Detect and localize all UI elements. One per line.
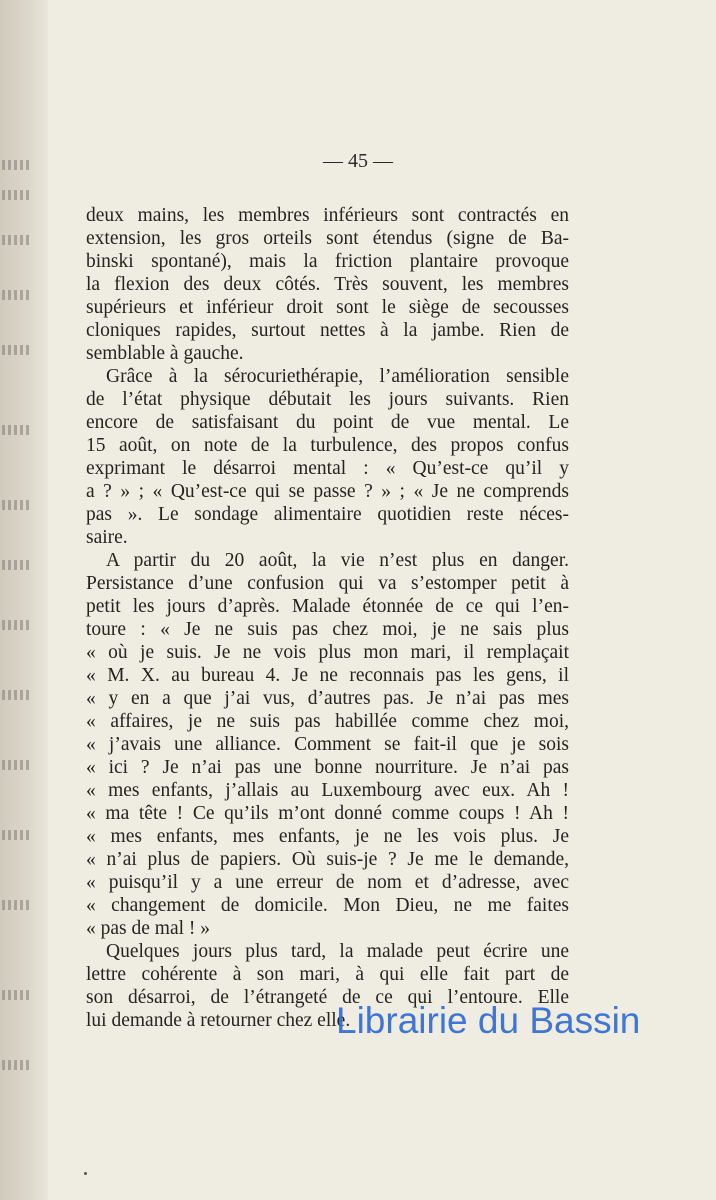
text-line: petit les jours d’après. Malade étonnée de ce qui l’en- [86, 596, 569, 617]
text-line: Persistance d’une confusion qui va s’estomper petit à [86, 573, 569, 594]
text-line: lui demande à retourner chez elle. [86, 1010, 351, 1031]
text-line: « affaires, je ne suis pas habillée comme chez moi, [86, 711, 569, 732]
text-line: cloniques rapides, surtout nettes à la jambe. Rien de [86, 320, 569, 341]
text-line: extension, les gros orteils sont étendus (signe de Ba- [86, 228, 569, 249]
text-line: encore de satisfaisant du point de vue mental. Le [86, 412, 569, 433]
bleed-through-text [2, 345, 32, 355]
text-line: de l’état physique débutait les jours suivants. Rien [86, 389, 569, 410]
bleed-through-text [2, 1060, 32, 1070]
text-line: « où je suis. Je ne vois plus mon mari, il remplaçait [86, 642, 569, 663]
text-line: la flexion des deux côtés. Très souvent, les membres [86, 274, 569, 295]
bleed-through-text [2, 235, 32, 245]
page-number: — 45 — [323, 150, 393, 172]
text-line: A partir du 20 août, la vie n’est plus en danger. [106, 550, 569, 571]
text-line: « y en a que j’ai vus, d’autres pas. Je n’ai pas mes [86, 688, 569, 709]
text-line: exprimant le désarroi mental : « Qu’est-ce qu’il y [86, 458, 569, 479]
text-line: toure : « Je ne suis pas chez moi, je ne sais plus [86, 619, 569, 640]
bleed-through-text [2, 900, 32, 910]
bleed-through-text [2, 990, 32, 1000]
text-line: « M. X. au bureau 4. Je ne reconnais pas les gens, il [86, 665, 569, 686]
bleed-through-text [2, 560, 32, 570]
text-line: « ici ? Je n’ai pas une bonne nourriture. Je n’ai pas [86, 757, 569, 778]
text-line: « mes enfants, mes enfants, je ne les vois plus. Je [86, 826, 569, 847]
paper-speck [84, 1172, 87, 1175]
text-line: « ma tête ! Ce qu’ils m’ont donné comme coups ! Ah ! [86, 803, 569, 824]
text-line: « pas de mal ! » [86, 918, 211, 939]
text-line: 15 août, on note de la turbulence, des propos confus [86, 435, 569, 456]
text-line: lettre cohérente à son mari, à qui elle fait part de [86, 964, 569, 985]
text-line: son désarroi, de l’étrangeté de ce qui l’entoure. Elle [86, 987, 569, 1008]
text-line: Grâce à la sérocuriethérapie, l’amélioration sensible [106, 366, 569, 387]
text-line: semblable à gauche. [86, 343, 244, 364]
bleed-through-text [2, 760, 32, 770]
text-line: deux mains, les membres inférieurs sont contractés en [86, 205, 569, 226]
watermark: Librairie du Bassin [336, 1000, 641, 1041]
text-line: a ? » ; « Qu’est-ce qui se passe ? » ; « Je ne comprends [86, 481, 569, 502]
text-line: supérieurs et inférieur droit sont le siège de secousses [86, 297, 569, 318]
text-line: saire. [86, 527, 128, 548]
bleed-through-text [2, 425, 32, 435]
bleed-through-text [2, 690, 32, 700]
page-gutter-shadow [0, 0, 48, 1200]
text-line: pas ». Le sondage alimentaire quotidien reste néces- [86, 504, 569, 525]
bleed-through-text [2, 620, 32, 630]
text-line: « changement de domicile. Mon Dieu, ne me faites [86, 895, 569, 916]
bleed-through-text [2, 500, 32, 510]
text-line: binski spontané), mais la friction plantaire provoque [86, 251, 569, 272]
text-line: Quelques jours plus tard, la malade peut écrire une [106, 941, 569, 962]
text-line: « puisqu’il y a une erreur de nom et d’adresse, avec [86, 872, 569, 893]
text-line: « j’avais une alliance. Comment se fait-il que je sois [86, 734, 569, 755]
bleed-through-text [2, 290, 32, 300]
bleed-through-text [2, 190, 32, 200]
text-line: « mes enfants, j’allais au Luxembourg avec eux. Ah ! [86, 780, 569, 801]
bleed-through-text [2, 830, 32, 840]
text-line: « n’ai plus de papiers. Où suis-je ? Je me le demande, [86, 849, 569, 870]
